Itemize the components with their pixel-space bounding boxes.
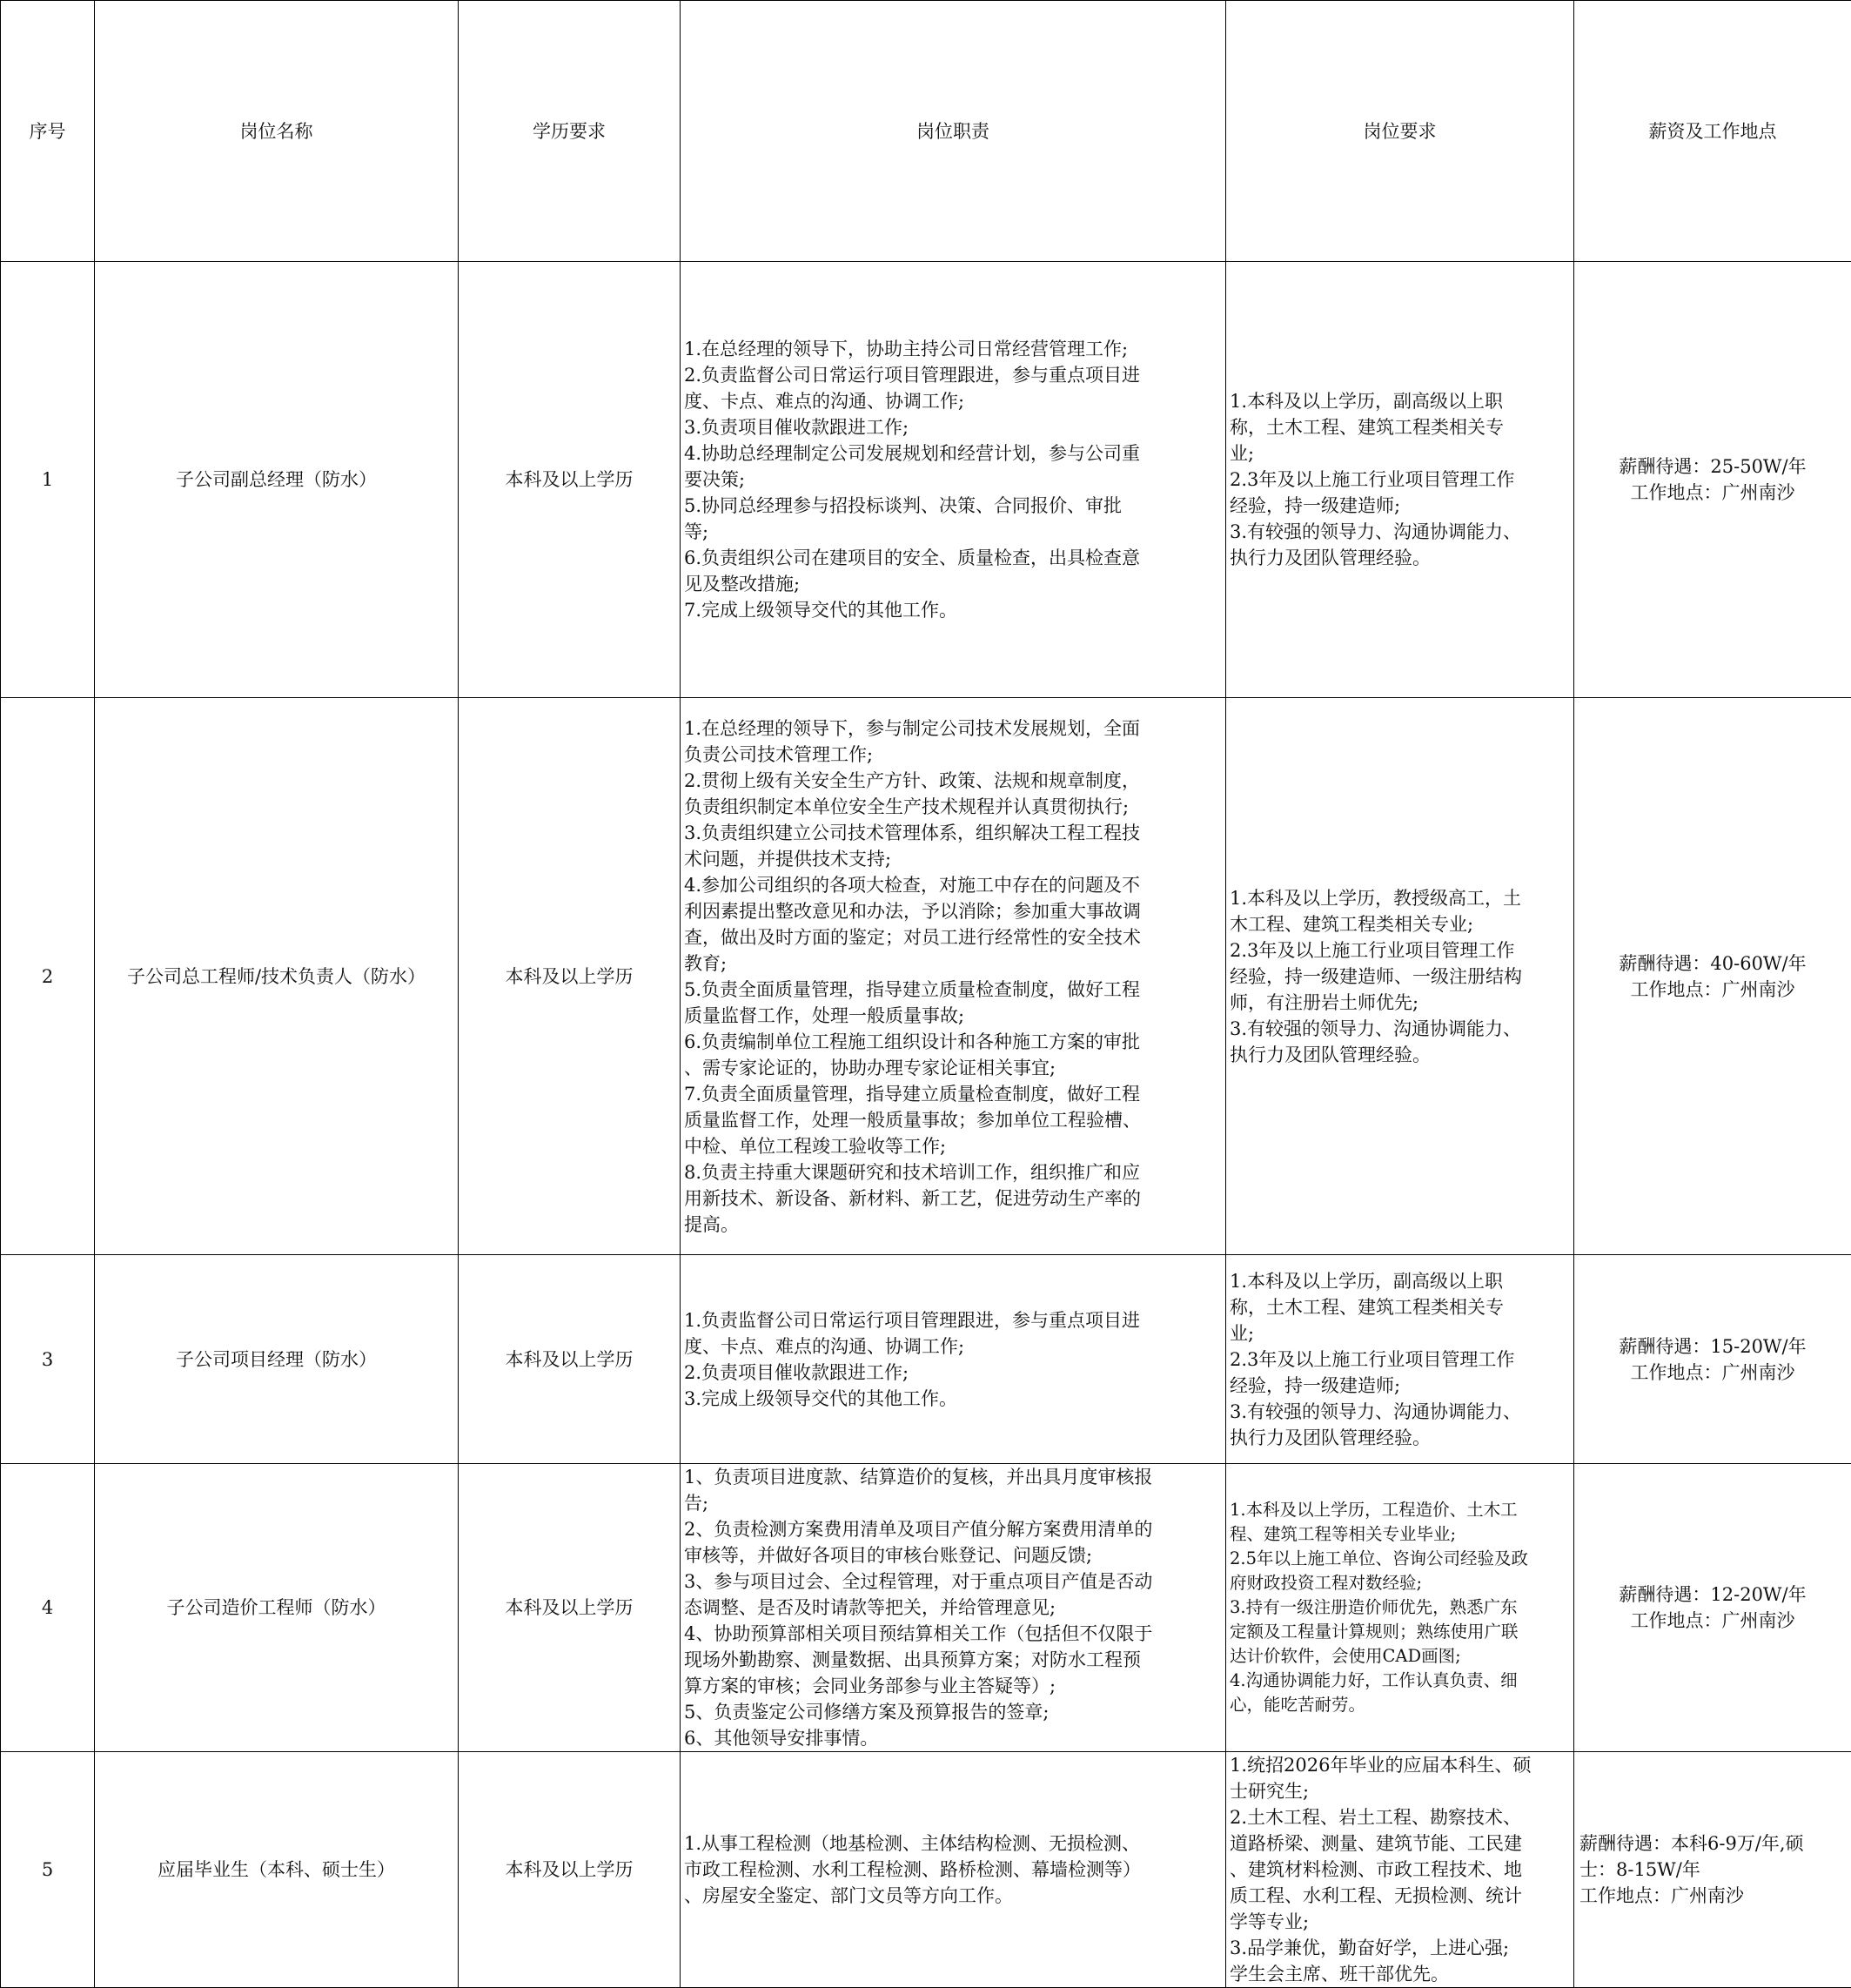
text-line: 4.参加公司组织的各项大检查，对施工中存在的问题及不 bbox=[684, 872, 1222, 898]
table-row bbox=[1, 1464, 1851, 1752]
text-line: 提高。 bbox=[684, 1212, 1222, 1238]
text-line: 市政工程检测、水利工程检测、路桥检测、幕墙检测等） bbox=[684, 1857, 1222, 1883]
job-requirements bbox=[1226, 1255, 1574, 1464]
text-line: 1.统招2026年毕业的应届本科生、硕 bbox=[1230, 1752, 1570, 1778]
text-line: 5.协同总经理参与招投标谈判、决策、合同报价、审批 bbox=[684, 493, 1222, 519]
text-line: 4.协助总经理制定公司发展规划和经营计划，参与公司重 bbox=[684, 440, 1222, 467]
row-no: 4 bbox=[1, 1464, 95, 1752]
text-line: 学等专业; bbox=[1230, 1909, 1570, 1935]
text-line: 见及整改措施; bbox=[684, 571, 1222, 597]
text-line: 质量监督工作，处理一般质量事故；参加单位工程验槽、 bbox=[684, 1107, 1222, 1133]
education-requirement: 本科及以上学历 bbox=[459, 1464, 681, 1752]
text-line: 达计价软件，会使用CAD画图; bbox=[1230, 1644, 1570, 1669]
location-text: 工作地点：广州南沙 bbox=[1574, 1360, 1851, 1386]
text-line: 质量监督工作，处理一般质量事故; bbox=[684, 1003, 1222, 1029]
text-line: 2.贯彻上级有关安全生产方针、政策、法规和规章制度， bbox=[684, 768, 1222, 794]
text-line: 3.完成上级领导交代的其他工作。 bbox=[684, 1386, 1222, 1412]
job-duties bbox=[681, 1752, 1226, 1988]
text-line: 负责公司技术管理工作; bbox=[684, 742, 1222, 768]
text-line: 1.从事工程检测（地基检测、主体结构检测、无损检测、 bbox=[684, 1830, 1222, 1857]
text-line: 、建筑材料检测、市政工程技术、地 bbox=[1230, 1857, 1570, 1883]
text-line: 6.负责编制单位工程施工组织设计和各种施工方案的审批 bbox=[684, 1029, 1222, 1055]
salary-location bbox=[1574, 1752, 1851, 1988]
text-line: 2.3年及以上施工行业项目管理工作 bbox=[1230, 467, 1570, 493]
education-requirement: 本科及以上学历 bbox=[459, 262, 681, 698]
header-education: 学历要求 bbox=[459, 1, 681, 262]
header-row bbox=[1, 1, 1851, 262]
text-line: 2.5年以上施工单位、咨询公司经验及政 bbox=[1230, 1547, 1570, 1571]
text-line: 2.3年及以上施工行业项目管理工作 bbox=[1230, 1347, 1570, 1373]
text-line: 1.在总经理的领导下，协助主持公司日常经营管理工作; bbox=[684, 336, 1222, 362]
text-line: 府财政投资工程对数经验; bbox=[1230, 1571, 1570, 1595]
text-line: 心，能吃苦耐劳。 bbox=[1230, 1693, 1570, 1717]
text-line: 、房屋安全鉴定、部门文员等方向工作。 bbox=[684, 1883, 1222, 1909]
table-row bbox=[1, 262, 1851, 698]
text-line: 3、参与项目过会、全过程管理，对于重点项目产值是否动 bbox=[684, 1568, 1222, 1595]
job-duties bbox=[681, 698, 1226, 1255]
job-requirements bbox=[1226, 1752, 1574, 1988]
text-line: 师，有注册岩土师优先; bbox=[1230, 990, 1570, 1016]
text-line: 业; bbox=[1230, 440, 1570, 467]
text-line: 6.负责组织公司在建项目的安全、质量检查，出具检查意 bbox=[684, 545, 1222, 571]
salary-location bbox=[1574, 1464, 1851, 1752]
row-no: 2 bbox=[1, 698, 95, 1255]
header-title: 岗位名称 bbox=[95, 1, 459, 262]
text-line: 要决策; bbox=[684, 467, 1222, 493]
text-line: 中检、单位工程竣工验收等工作; bbox=[684, 1133, 1222, 1159]
header-no: 序号 bbox=[1, 1, 95, 262]
text-line: 士：8-15W/年 bbox=[1579, 1857, 1848, 1883]
text-line: 3.有较强的领导力、沟通协调能力、 bbox=[1230, 1399, 1570, 1425]
salary-text: 薪酬待遇：12-20W/年 bbox=[1574, 1582, 1851, 1608]
text-line: 1.本科及以上学历，副高级以上职 bbox=[1230, 388, 1570, 414]
education-requirement: 本科及以上学历 bbox=[459, 1752, 681, 1988]
header-salary-location: 薪资及工作地点 bbox=[1574, 1, 1851, 262]
job-title: 子公司总工程师/技术负责人（防水） bbox=[95, 698, 459, 1255]
text-line: 木工程、建筑工程类相关专业; bbox=[1230, 911, 1570, 937]
text-line: 经验，持一级建造师、一级注册结构 bbox=[1230, 964, 1570, 990]
text-line: 7.完成上级领导交代的其他工作。 bbox=[684, 597, 1222, 623]
text-line: 告; bbox=[684, 1490, 1222, 1516]
text-line: 1、负责项目进度款、结算造价的复核，并出具月度审核报 bbox=[684, 1464, 1222, 1490]
salary-text: 薪酬待遇：40-60W/年 bbox=[1574, 950, 1851, 977]
text-line: 3.品学兼优，勤奋好学，上进心强; bbox=[1230, 1935, 1570, 1961]
text-line: 定额及工程量计算规则；熟练使用广联 bbox=[1230, 1620, 1570, 1644]
location-text: 工作地点：广州南沙 bbox=[1574, 1608, 1851, 1634]
text-line: 态调整、是否及时请款等把关，并给管理意见; bbox=[684, 1595, 1222, 1621]
text-line: 4、协助预算部相关项目预结算相关工作（包括但不仅限于 bbox=[684, 1621, 1222, 1647]
job-title: 子公司项目经理（防水） bbox=[95, 1255, 459, 1464]
text-line: 执行力及团队管理经验。 bbox=[1230, 1425, 1570, 1451]
education-requirement: 本科及以上学历 bbox=[459, 1255, 681, 1464]
text-line: 薪酬待遇：本科6-9万/年,硕 bbox=[1579, 1830, 1848, 1857]
text-line: 查，做出及时方面的鉴定；对员工进行经常性的安全技术 bbox=[684, 924, 1222, 950]
header-duties: 岗位职责 bbox=[681, 1, 1226, 262]
table-row bbox=[1, 1752, 1851, 1988]
text-line: 5.负责全面质量管理，指导建立质量检查制度，做好工程 bbox=[684, 977, 1222, 1003]
text-line: 道路桥梁、测量、建筑节能、工民建 bbox=[1230, 1830, 1570, 1857]
text-line: 3.持有一级注册造价师优先，熟悉广东 bbox=[1230, 1595, 1570, 1620]
text-line: 质工程、水利工程、无损检测、统计 bbox=[1230, 1883, 1570, 1909]
salary-text: 薪酬待遇：25-50W/年 bbox=[1574, 453, 1851, 480]
text-line: 2、负责检测方案费用清单及项目产值分解方案费用清单的 bbox=[684, 1516, 1222, 1542]
text-line: 称，土木工程、建筑工程类相关专 bbox=[1230, 414, 1570, 440]
text-line: 程、建筑工程等相关专业毕业; bbox=[1230, 1522, 1570, 1547]
text-line: 执行力及团队管理经验。 bbox=[1230, 545, 1570, 571]
text-line: 称，土木工程、建筑工程类相关专 bbox=[1230, 1294, 1570, 1320]
text-line: 度、卡点、难点的沟通、协调工作; bbox=[684, 1333, 1222, 1360]
text-line: 5、负责鉴定公司修缮方案及预算报告的签章; bbox=[684, 1699, 1222, 1725]
text-line: 7.负责全面质量管理，指导建立质量检查制度，做好工程 bbox=[684, 1081, 1222, 1107]
text-line: 用新技术、新设备、新材料、新工艺，促进劳动生产率的 bbox=[684, 1185, 1222, 1212]
salary-location bbox=[1574, 1255, 1851, 1464]
text-line: 学生会主席、班干部优先。 bbox=[1230, 1961, 1570, 1987]
salary-text: 薪酬待遇：15-20W/年 bbox=[1574, 1333, 1851, 1360]
text-line: 2.负责监督公司日常运行项目管理跟进，参与重点项目进 bbox=[684, 362, 1222, 388]
text-line: 术问题，并提供技术支持; bbox=[684, 846, 1222, 872]
text-line: 利因素提出整改意见和办法，予以消除；参加重大事故调 bbox=[684, 898, 1222, 924]
header-requirements: 岗位要求 bbox=[1226, 1, 1574, 262]
text-line: 现场外勤勘察、测量数据、出具预算方案；对防水工程预 bbox=[684, 1647, 1222, 1673]
text-line: 教育; bbox=[684, 950, 1222, 977]
job-duties bbox=[681, 1255, 1226, 1464]
text-line: 2.土木工程、岩土工程、勘察技术、 bbox=[1230, 1804, 1570, 1830]
text-line: 经验，持一级建造师; bbox=[1230, 1373, 1570, 1399]
text-line: 算方案的审核；会同业务部参与业主答疑等）; bbox=[684, 1673, 1222, 1699]
job-title: 子公司副总经理（防水） bbox=[95, 262, 459, 698]
text-line: 等; bbox=[684, 519, 1222, 545]
text-line: 1.在总经理的领导下，参与制定公司技术发展规划，全面 bbox=[684, 715, 1222, 742]
job-duties bbox=[681, 262, 1226, 698]
text-line: 经验，持一级建造师; bbox=[1230, 493, 1570, 519]
text-line: 2.3年及以上施工行业项目管理工作 bbox=[1230, 937, 1570, 964]
text-line: 工作地点：广州南沙 bbox=[1579, 1883, 1848, 1909]
text-line: 2.负责项目催收款跟进工作; bbox=[684, 1360, 1222, 1386]
text-line: 3.负责项目催收款跟进工作; bbox=[684, 414, 1222, 440]
text-line: 执行力及团队管理经验。 bbox=[1230, 1042, 1570, 1068]
job-duties bbox=[681, 1464, 1226, 1752]
location-text: 工作地点：广州南沙 bbox=[1574, 480, 1851, 506]
text-line: 1.本科及以上学历，副高级以上职 bbox=[1230, 1268, 1570, 1294]
row-no: 1 bbox=[1, 262, 95, 698]
text-line: 士研究生; bbox=[1230, 1778, 1570, 1804]
text-line: 审核等，并做好各项目的审核台账登记、问题反馈; bbox=[684, 1542, 1222, 1568]
table-row bbox=[1, 1255, 1851, 1464]
text-line: 度、卡点、难点的沟通、协调工作; bbox=[684, 388, 1222, 414]
text-line: 负责组织制定本单位安全生产技术规程并认真贯彻执行; bbox=[684, 794, 1222, 820]
row-no: 3 bbox=[1, 1255, 95, 1464]
text-line: 4.沟通协调能力好，工作认真负责、细 bbox=[1230, 1669, 1570, 1693]
text-line: 3.有较强的领导力、沟通协调能力、 bbox=[1230, 1016, 1570, 1042]
text-line: 、需专家论证的，协助办理专家论证相关事宜; bbox=[684, 1055, 1222, 1081]
education-requirement: 本科及以上学历 bbox=[459, 698, 681, 1255]
location-text: 工作地点：广州南沙 bbox=[1574, 977, 1851, 1003]
job-title: 应届毕业生（本科、硕士生） bbox=[95, 1752, 459, 1988]
text-line: 1.本科及以上学历，教授级高工，土 bbox=[1230, 885, 1570, 911]
text-line: 6、其他领导安排事情。 bbox=[684, 1725, 1222, 1751]
text-line: 8.负责主持重大课题研究和技术培训工作，组织推广和应 bbox=[684, 1159, 1222, 1185]
text-line: 3.负责组织建立公司技术管理体系，组织解决工程工程技 bbox=[684, 820, 1222, 846]
text-line: 3.有较强的领导力、沟通协调能力、 bbox=[1230, 519, 1570, 545]
job-requirements bbox=[1226, 698, 1574, 1255]
job-requirements bbox=[1226, 1464, 1574, 1752]
table-row bbox=[1, 698, 1851, 1255]
job-title: 子公司造价工程师（防水） bbox=[95, 1464, 459, 1752]
row-no: 5 bbox=[1, 1752, 95, 1988]
text-line: 1.负责监督公司日常运行项目管理跟进，参与重点项目进 bbox=[684, 1307, 1222, 1333]
salary-location bbox=[1574, 698, 1851, 1255]
job-requirements bbox=[1226, 262, 1574, 698]
salary-location bbox=[1574, 262, 1851, 698]
text-line: 业; bbox=[1230, 1320, 1570, 1347]
text-line: 1.本科及以上学历，工程造价、土木工 bbox=[1230, 1498, 1570, 1522]
